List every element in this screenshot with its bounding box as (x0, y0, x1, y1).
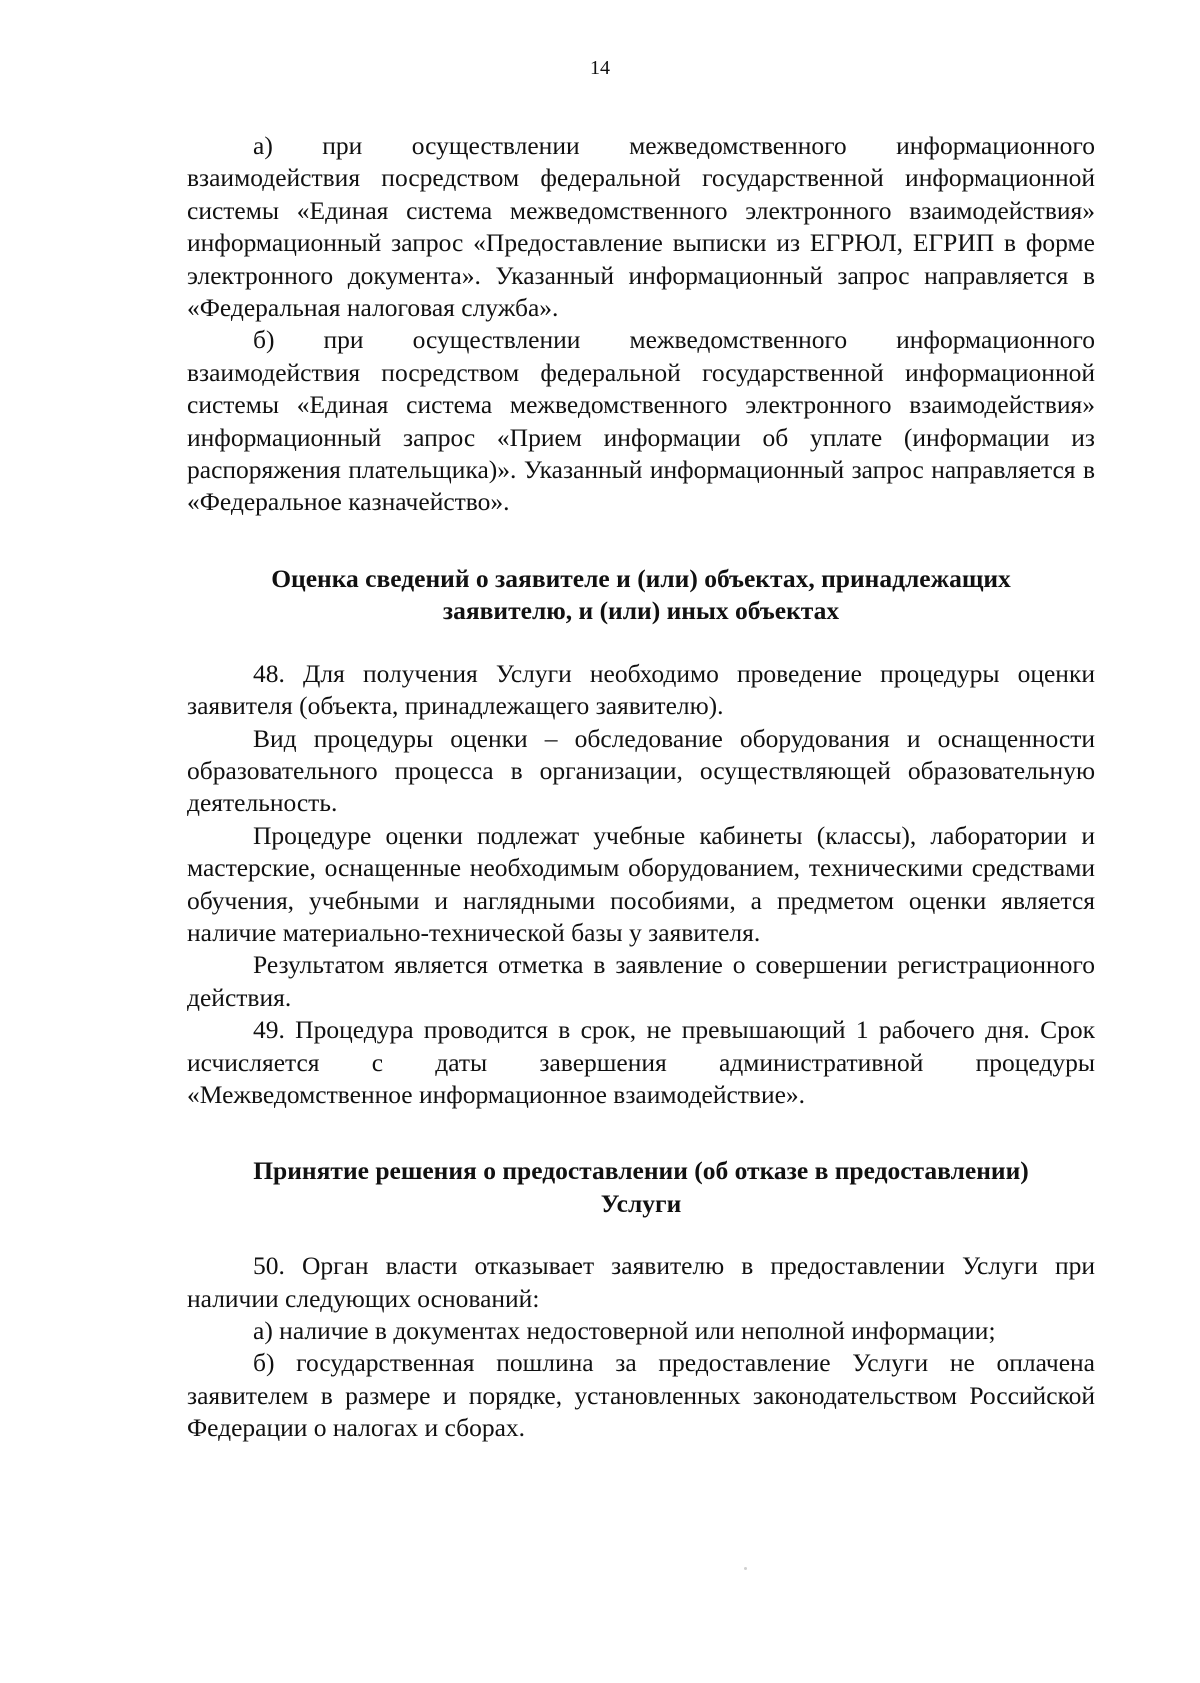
section-heading-assessment (187, 563, 1095, 628)
paragraph-50: 50. Орган власти отказывает заявителю в предоставлении Услуги при наличии следующих оснований: (187, 1251, 1095, 1313)
paragraph-procedure-type: Вид процедуры оценки – обследование оборудования и оснащенности образовательного процесса в организации, осуществляющей образовательную деятельность. (187, 723, 1095, 818)
paragraph-49: 49. Процедура проводится в срок, не превышающий 1 рабочего дня. Срок исчисляется с даты завершения административной процедуры «Межведомственное информационное взаимодействие». (187, 1015, 1095, 1109)
paragraph-48: 48. Для получения Услуги необходимо проведение процедуры оценки заявителя (объекта, принадлежащего заявителю). (187, 658, 1095, 721)
paragraph-procedure-subject: Процедуре оценки подлежат учебные кабинеты (классы), лаборатории и мастерские, оснащенные необходимым оборудованием, техническими средствами обучения, учебными и наглядными пособиями, а предметом оценки является наличие материально-технической базы у заявителя. (187, 820, 1095, 947)
heading-line: Принятие решения о предоставлении (об отказе в предоставлении) (253, 1156, 1029, 1186)
heading-line: заявителю, и (или) иных объектах (442, 596, 840, 626)
paragraph-result: Результатом является отметка в заявление о совершении регистрационного действия. (187, 950, 1095, 1012)
page-number: 14 (590, 57, 610, 79)
paragraph-50a: а) наличие в документах недостоверной или неполной информации; (253, 1316, 996, 1345)
paragraph-50b: б) государственная пошлина за предоставление Услуги не оплачена заявителем в размере и порядке, установленных законодательством Российской Федерации о налогах и сборах. (187, 1348, 1095, 1443)
document-body (187, 130, 1095, 1445)
heading-line: Оценка сведений о заявителе и (или) объектах, принадлежащих (271, 563, 1011, 593)
scan-speck (744, 1567, 747, 1570)
section-heading-decision (187, 1155, 1095, 1220)
paragraph-b: б) при осуществлении межведомственного информационного взаимодействия посредством федеральной государственной информационной системы «Единая система межведомственного электронного взаимодействия» информационный запрос «Прием информации об уплате (информации из распоряжения плательщика)». Указанный информационный запрос направляется в «Федеральное казначейство». (187, 325, 1095, 517)
paragraph-a: а) при осуществлении межведомственного информационного взаимодействия посредством федеральной государственной информационной системы «Единая система межведомственного электронного взаимодействия» информационный запрос «Предоставление выписки из ЕГРЮЛ, ЕГРИП в форме электронного документа». Указанный информационный запрос направляется в «Федеральная налоговая служба». (187, 131, 1095, 323)
heading-line: Услуги (600, 1188, 682, 1218)
